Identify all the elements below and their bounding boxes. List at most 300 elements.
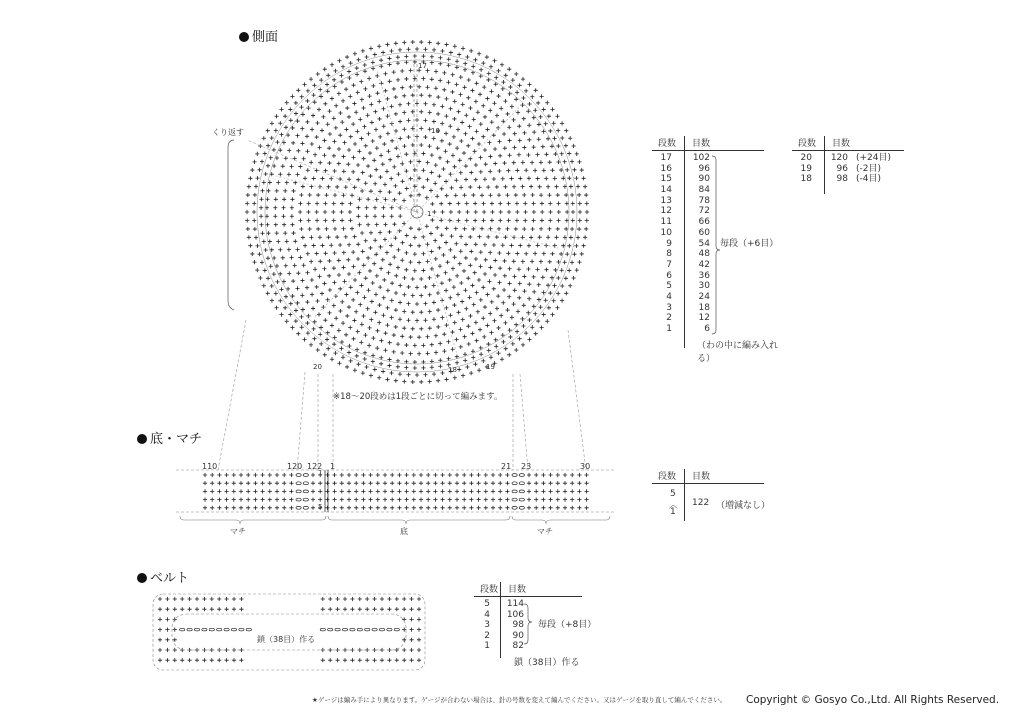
stitch-mark (417, 335, 421, 339)
stitch-mark (320, 176, 324, 180)
stitch-mark (502, 288, 506, 292)
stitch-mark (438, 156, 442, 160)
stitch-mark (544, 298, 548, 302)
stitch-mark (474, 242, 478, 246)
stitch-mark (370, 299, 374, 303)
stitch-mark (309, 260, 313, 264)
stitch-mark (386, 288, 390, 292)
stitch-mark (485, 323, 489, 327)
stitch-mark (479, 122, 483, 126)
stitch-mark (239, 658, 243, 662)
stitch-mark (505, 227, 509, 231)
stitch-mark (569, 235, 573, 239)
stitch-mark (388, 262, 392, 266)
stitch-mark (459, 235, 463, 239)
stitch-mark (444, 288, 448, 292)
stitch-mark (390, 139, 394, 143)
stitch-mark (377, 99, 381, 103)
stitch-mark (400, 241, 404, 245)
stitch-mark (473, 58, 477, 62)
stitch-mark (273, 214, 277, 218)
stitch-mark (326, 298, 330, 302)
bracket-shape (328, 516, 510, 524)
stitch-mark (402, 40, 406, 44)
chain-mark (303, 490, 308, 493)
stitch-mark (413, 60, 417, 64)
stitch-mark (556, 144, 560, 148)
stitch-mark (498, 266, 502, 270)
stitch-mark (434, 69, 438, 73)
stitch-mark (576, 184, 580, 188)
stitch-mark (263, 151, 267, 155)
stitch-mark (275, 280, 279, 284)
stitch-mark (419, 143, 423, 147)
stitch-mark (544, 152, 548, 156)
stitch-mark (390, 281, 394, 285)
stitch-mark (327, 109, 331, 113)
stitch-mark (340, 201, 344, 205)
stitch-mark (395, 658, 399, 662)
stitch-mark (445, 194, 449, 198)
stitch-mark (507, 295, 511, 299)
stitch-mark (444, 42, 448, 46)
stitch-mark (388, 341, 392, 345)
stitch-mark (430, 249, 434, 253)
side-table-extra (790, 136, 930, 196)
stitch-mark (349, 285, 353, 289)
stitch-mark (501, 301, 505, 305)
stitch-mark (320, 128, 324, 132)
stitch-mark (368, 269, 372, 273)
stitch-mark (430, 365, 434, 369)
stitch-mark (507, 153, 511, 157)
stitch-mark (438, 264, 442, 268)
stitch-mark (448, 142, 452, 146)
stitch-mark (585, 473, 589, 477)
bracket-shape (180, 516, 326, 524)
stitch-mark (328, 607, 332, 611)
stitch-mark (307, 201, 311, 205)
stitch-mark (404, 360, 408, 364)
stitch-mark (402, 648, 406, 652)
stitch-mark (245, 218, 249, 222)
table-cell: 5 (484, 599, 490, 609)
stitch-mark (275, 189, 279, 193)
stitch-mark (417, 227, 421, 231)
stitch-mark (396, 78, 400, 82)
stitch-mark (282, 223, 286, 227)
stitch-mark (427, 276, 431, 280)
stitch-mark (536, 101, 540, 105)
stitch-mark (468, 185, 472, 189)
stitch-mark (444, 114, 448, 118)
stitch-mark (442, 71, 446, 75)
stitch-mark (225, 506, 229, 510)
stitch-mark (571, 218, 575, 222)
stitch-mark (333, 489, 337, 493)
stitch-mark (379, 58, 383, 62)
stitch-mark (404, 268, 408, 272)
stitch-mark (247, 235, 251, 239)
stitch-mark (494, 76, 498, 80)
stitch-mark (563, 489, 567, 493)
stitch-mark (537, 283, 541, 287)
stitch-mark (340, 481, 344, 485)
stitch-mark (512, 259, 516, 263)
stitch-mark (361, 49, 365, 53)
stitch-mark (423, 102, 427, 106)
stitch-mark (433, 239, 437, 243)
stitch-mark (577, 193, 581, 197)
stitch-mark (248, 176, 252, 180)
stitch-mark (305, 286, 309, 290)
stitch-mark (548, 210, 552, 214)
stitch-mark (539, 260, 543, 264)
stitch-mark (369, 102, 373, 106)
stitch-mark (394, 274, 398, 278)
stitch-mark (410, 648, 414, 652)
chain-mark (342, 628, 347, 631)
stitch-mark (556, 128, 560, 132)
stitch-mark (461, 102, 465, 106)
stitch-mark (430, 359, 434, 363)
stitch-mark (333, 351, 337, 355)
stitch-mark (493, 147, 497, 151)
stitch-mark (300, 293, 304, 297)
stitch-mark (332, 280, 336, 284)
stitch-mark (262, 136, 266, 140)
stitch-mark (347, 305, 351, 309)
stitch-mark (498, 473, 502, 477)
table-cell: 20 (800, 153, 812, 163)
stitch-mark (390, 481, 394, 485)
stitch-mark (507, 201, 511, 205)
stitch-mark (262, 180, 266, 184)
stitch-mark (356, 178, 360, 182)
stitch-mark (522, 193, 526, 197)
stitch-mark (481, 285, 485, 289)
stitch-mark (364, 276, 368, 280)
table-cell: 54 (698, 238, 710, 249)
stitch-mark (488, 227, 492, 231)
stitch-mark (463, 132, 467, 136)
stitch-mark (173, 628, 177, 632)
table-row (650, 271, 790, 282)
stitch-mark (325, 82, 329, 86)
stitch-mark (459, 185, 463, 189)
stitch-mark (291, 141, 295, 145)
stitch-mark (313, 267, 317, 271)
stitch-mark (436, 41, 440, 45)
stitch-mark (332, 154, 336, 158)
stitch-mark (534, 498, 538, 502)
chain-mark (296, 506, 301, 509)
chain-mark (187, 628, 192, 631)
stitch-mark (409, 85, 413, 89)
stitch-mark (522, 131, 526, 135)
stitch-mark (342, 140, 346, 144)
stitch-mark (315, 210, 319, 214)
stitch-mark (417, 648, 421, 652)
stitch-mark (455, 473, 459, 477)
stitch-mark (513, 288, 517, 292)
stitch-mark (440, 104, 444, 108)
stitch-mark (455, 337, 459, 341)
stitch-mark (343, 607, 347, 611)
stitch-mark (385, 97, 389, 101)
chain-mark (519, 506, 524, 509)
stitch-mark (202, 597, 206, 601)
stitch-mark (412, 481, 416, 485)
stitch-mark (560, 136, 564, 140)
stitch-mark (289, 473, 293, 477)
stitch-mark (210, 498, 214, 502)
stitch-mark (357, 149, 361, 153)
stitch-mark (478, 92, 482, 96)
stitch-mark (281, 256, 285, 260)
stitch-mark (465, 55, 469, 59)
stitch-mark (329, 177, 333, 181)
stitch-mark (300, 95, 304, 99)
stitch-mark (442, 332, 446, 336)
stitch-mark (540, 218, 544, 222)
stitch-mark (432, 103, 436, 107)
stitch-mark (383, 348, 387, 352)
stitch-mark (379, 267, 383, 271)
stitch-mark (474, 210, 478, 214)
stitch-mark (343, 597, 347, 601)
table-row (650, 324, 790, 335)
stitch-mark (479, 68, 483, 72)
stitch-mark (508, 335, 512, 339)
stitch-mark (464, 256, 468, 260)
stitch-mark (533, 168, 537, 172)
stitch-mark (341, 154, 345, 158)
table-row (790, 174, 930, 185)
stitch-mark (278, 121, 282, 125)
stitch-mark (406, 135, 410, 139)
stitch-mark (288, 312, 292, 316)
stitch-mark (417, 352, 421, 356)
stitch-mark (268, 506, 272, 510)
stitch-mark (345, 55, 349, 59)
chain-mark (328, 628, 333, 631)
stitch-mark (523, 218, 527, 222)
stitch-mark (369, 506, 373, 510)
stitch-mark (266, 256, 270, 260)
stitch-mark (457, 52, 461, 56)
stitch-mark (337, 92, 341, 96)
stitch-mark (328, 597, 332, 601)
stitch-mark (575, 152, 579, 156)
stitch-mark (425, 178, 429, 182)
stitch-mark (545, 101, 549, 105)
stitch-mark (483, 305, 487, 309)
stitch-mark (336, 607, 340, 611)
stitch-mark (576, 235, 580, 239)
stitch-mark (412, 498, 416, 502)
stitch-mark (248, 244, 252, 248)
stitch-mark (419, 489, 423, 493)
stitch-mark (514, 227, 518, 231)
stitch-mark (474, 178, 478, 182)
stitch-mark (466, 324, 470, 328)
stitch-mark (444, 179, 448, 183)
stitch-mark (375, 223, 379, 227)
stitch-mark (188, 658, 192, 662)
stitch-mark (483, 148, 487, 152)
stitch-mark (384, 331, 388, 335)
stitch-mark (484, 489, 488, 493)
stitch-mark (541, 481, 545, 485)
stitch-mark (371, 281, 375, 285)
stitch-mark (585, 481, 589, 485)
band-label-21: 21 (501, 462, 512, 471)
stitch-mark (309, 235, 313, 239)
stitch-mark (323, 67, 327, 71)
stitch-mark (505, 506, 509, 510)
stitch-mark (443, 149, 447, 153)
stitch-mark (275, 481, 279, 485)
stitch-mark (448, 172, 452, 176)
stitch-mark (541, 145, 545, 149)
stitch-mark (360, 97, 364, 101)
stitch-mark (527, 481, 531, 485)
stitch-mark (279, 313, 283, 317)
stitch-mark (296, 149, 300, 153)
stitch-mark (429, 188, 433, 192)
belt-bracket-note: 毎段（+8目） (538, 620, 597, 630)
table-cell: 2 (484, 630, 490, 641)
stitch-mark (225, 498, 229, 502)
stitch-mark (531, 201, 535, 205)
stitch-mark (425, 335, 429, 339)
stitch-mark (365, 607, 369, 611)
stitch-mark (481, 218, 485, 222)
col-header-rows: 段数 (658, 472, 677, 482)
stitch-mark (534, 506, 538, 510)
stitch-mark (479, 298, 483, 302)
stitch-mark (549, 498, 553, 502)
stitch-mark (421, 366, 425, 370)
stitch-mark (305, 134, 309, 138)
stitch-mark (425, 224, 429, 228)
stitch-mark (362, 124, 366, 128)
stitch-mark (459, 345, 463, 349)
stitch-mark (232, 658, 236, 662)
stitch-mark (488, 108, 492, 112)
stitch-mark (337, 147, 341, 151)
table-cell: 12 (698, 313, 710, 324)
chain-mark (335, 628, 340, 631)
stitch-mark (305, 149, 309, 153)
stitch-mark (397, 481, 401, 485)
stitch-mark (527, 473, 531, 477)
stitch-mark (335, 185, 339, 189)
stitch-mark (365, 658, 369, 662)
stitch-mark (284, 295, 288, 299)
stitch-mark (462, 489, 466, 493)
stitch-mark (580, 168, 584, 172)
stitch-mark (394, 95, 398, 99)
stitch-mark (460, 120, 464, 124)
bracket-note: 毎段（+6目） (720, 239, 779, 249)
stitch-mark (203, 481, 207, 485)
stitch-mark (312, 93, 316, 97)
stitch-mark (257, 168, 261, 172)
stitch-mark (381, 107, 385, 111)
stitch-mark (366, 132, 370, 136)
stitch-mark (585, 210, 589, 214)
stitch-mark (412, 473, 416, 477)
stitch-mark (327, 259, 331, 263)
stitch-mark (262, 240, 266, 244)
stitch-mark (517, 296, 521, 300)
gauge-note: ★ゲージは編み手により異なります。ゲージが合わない場合は、針の号数を変えて編んでください。又はゲージを取り直して編んでください。 (312, 696, 727, 704)
stitch-mark (530, 95, 534, 99)
stitch-mark (308, 193, 312, 197)
stitch-mark (439, 202, 443, 206)
stitch-mark (253, 506, 257, 510)
stitch-mark (375, 91, 379, 95)
stitch-mark (312, 83, 316, 87)
table-divider (652, 150, 764, 151)
stitch-mark (527, 123, 531, 127)
stitch-mark (246, 506, 250, 510)
stitch-mark (499, 106, 503, 110)
stitch-mark (436, 379, 440, 383)
stitch-mark (505, 498, 509, 502)
stitch-mark (419, 93, 423, 97)
stitch-mark (365, 365, 369, 369)
stitch-mark (467, 124, 471, 128)
stitch-mark (478, 328, 482, 332)
stitch-mark (564, 291, 568, 295)
table-cell: 120 (830, 153, 848, 163)
stitch-mark (417, 638, 421, 642)
stitch-mark (442, 88, 446, 92)
stitch-mark (339, 73, 343, 77)
stitch-mark (225, 473, 229, 477)
stitch-mark (556, 193, 560, 197)
table-cell: 17 (660, 153, 672, 163)
increase-line (417, 212, 560, 249)
stitch-mark (355, 291, 359, 295)
stitch-mark (369, 498, 373, 502)
stitch-mark (409, 335, 413, 339)
stitch-mark (437, 174, 441, 178)
stitch-mark (467, 78, 471, 82)
stitch-mark (448, 107, 452, 111)
stitch-mark (368, 174, 372, 178)
stitch-mark (232, 473, 236, 477)
stitch-mark (298, 164, 302, 168)
stitch-mark (532, 275, 536, 279)
stitch-mark (522, 274, 526, 278)
stitch-mark (365, 597, 369, 601)
stitch-mark (311, 473, 315, 477)
stitch-mark (487, 279, 491, 283)
stitch-mark (413, 76, 417, 80)
stitch-mark (432, 210, 436, 214)
stitch-mark (333, 169, 337, 173)
stitch-mark (254, 184, 258, 188)
bottom-rows-top: 5 (670, 489, 676, 499)
stitch-mark (252, 260, 256, 264)
stitch-mark (577, 498, 581, 502)
stitch-mark (377, 321, 381, 325)
stitch-mark (488, 251, 492, 255)
